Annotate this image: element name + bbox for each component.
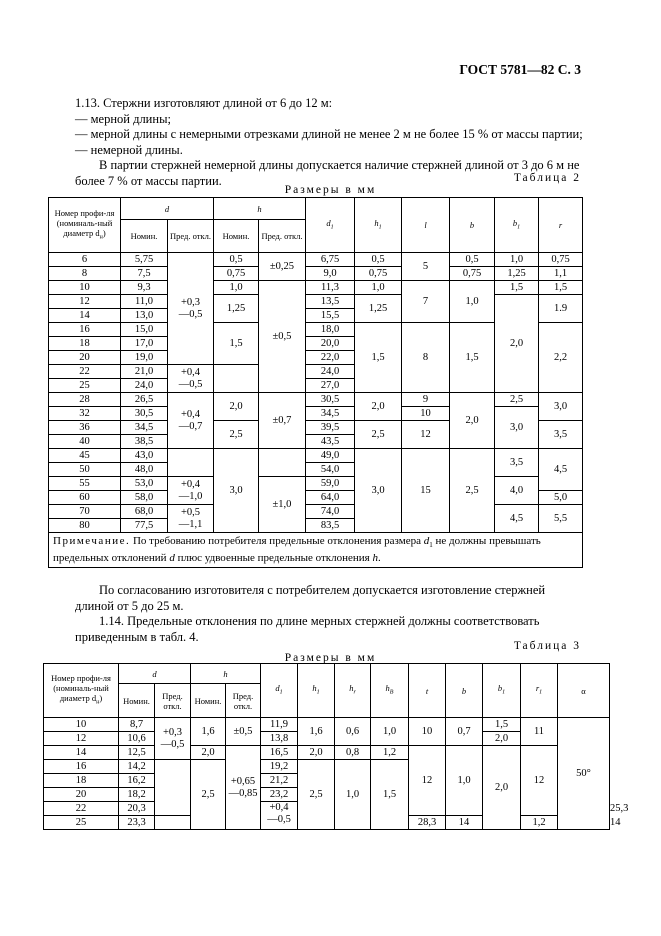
cell: 27,0 xyxy=(306,379,355,393)
cell: 40 xyxy=(49,435,121,449)
cell: 3,0 xyxy=(355,449,402,533)
header-d1: $d_1$ xyxy=(306,198,355,253)
cell: +0,4 —1,0 xyxy=(168,477,214,505)
table2-units: Размеры в мм xyxy=(284,184,377,196)
cell: 20 xyxy=(44,788,119,802)
cell: 3,0 xyxy=(539,393,583,421)
cell: 10 xyxy=(409,718,446,746)
header-hr: $h_r$ xyxy=(335,664,371,718)
cell: 1,25 xyxy=(355,295,402,323)
cell: ±0,5 xyxy=(226,718,261,746)
cell: 22 xyxy=(44,802,119,816)
cell: 2,0 xyxy=(355,393,402,421)
cell: 14 xyxy=(44,746,119,760)
table-row xyxy=(49,449,583,463)
cell: 13,0 xyxy=(121,309,168,323)
cell: 15,5 xyxy=(306,309,355,323)
cell: 0,7 xyxy=(446,718,483,746)
cell: 1,2 xyxy=(371,746,409,760)
section-1-13 xyxy=(75,96,585,189)
cell: 13,8 xyxy=(261,732,298,746)
cell: 9,0 xyxy=(306,267,355,281)
cell: 14,2 xyxy=(119,760,155,774)
cell: 21,2 xyxy=(261,774,298,788)
cell: 39,5 xyxy=(306,421,355,435)
header-h1: $h_1$ xyxy=(355,198,402,253)
table-row xyxy=(44,718,610,732)
cell: 34,5 xyxy=(121,421,168,435)
cell: 5,5 xyxy=(539,505,583,533)
cell: 2,5 xyxy=(191,760,226,830)
header-dev: Пред. откл. xyxy=(155,684,191,718)
cell: 2,2 xyxy=(539,323,583,393)
cell: 20 xyxy=(49,351,121,365)
cell: 14 xyxy=(446,816,483,830)
cell: 34,5 xyxy=(306,407,355,421)
cell xyxy=(168,449,214,477)
table2-note: Примечание. По требованию потребителя предельные отклонения размера $d_1$ не должны превышать предельных отклонений d плюс удвоенные предельные отклонения h. xyxy=(49,533,583,568)
header-nom: Номин. xyxy=(214,220,259,253)
cell: 22,0 xyxy=(306,351,355,365)
cell: 8,7 xyxy=(119,718,155,732)
list-item: — немерной длины. xyxy=(75,142,183,157)
cell: 43,5 xyxy=(306,435,355,449)
cell: 1,0 xyxy=(446,746,483,816)
cell: 1,0 xyxy=(495,253,539,267)
cell: 5,0 xyxy=(539,491,583,505)
cell: 1,5 xyxy=(539,281,583,295)
cell: 1,5 xyxy=(355,323,402,393)
cell: 12 xyxy=(409,746,446,816)
header-nom: Номин. xyxy=(121,220,168,253)
cell: 20,3 xyxy=(119,802,155,816)
cell: 5 xyxy=(402,253,450,281)
cell: 1.9 xyxy=(539,295,583,323)
cell: 1,1 xyxy=(539,267,583,281)
cell: 0,5 xyxy=(450,253,495,267)
cell: 0,5 xyxy=(355,253,402,267)
cell: 0,8 xyxy=(335,746,371,760)
cell: 59,0 xyxy=(306,477,355,491)
cell: +0,4 —0,5 xyxy=(261,802,298,830)
cell: 25 xyxy=(44,816,119,830)
cell: 2,5 xyxy=(298,760,335,830)
cell: 60 xyxy=(49,491,121,505)
cell: 2,0 xyxy=(450,393,495,449)
cell: 45 xyxy=(49,449,121,463)
cell: 0,6 xyxy=(335,718,371,746)
header-nom: Номин. xyxy=(119,684,155,718)
cell: 4,0 xyxy=(495,477,539,505)
cell: 21,0 xyxy=(121,365,168,379)
table-row: 25 23,3 28,3 14 1,2 14 xyxy=(44,816,610,830)
cell: 36 xyxy=(49,421,121,435)
cell: 3,5 xyxy=(495,449,539,477)
table3-caption: Таблица 3 xyxy=(513,640,581,652)
header-alpha: α xyxy=(558,664,610,718)
table-row xyxy=(49,477,583,491)
cell: 5,75 xyxy=(121,253,168,267)
cell: 11 xyxy=(521,718,558,746)
table-row xyxy=(49,253,583,267)
cell: 1,5 xyxy=(483,718,521,732)
cell: 1,6 xyxy=(298,718,335,746)
cell: 4,5 xyxy=(539,449,583,491)
cell: 49,0 xyxy=(306,449,355,463)
cell: 11,0 xyxy=(121,295,168,309)
cell: 2,5 xyxy=(355,421,402,449)
cell: 7 xyxy=(402,281,450,323)
cell: 26,5 xyxy=(121,393,168,407)
cell: 80 xyxy=(49,519,121,533)
cell: 19,2 xyxy=(261,760,298,774)
cell: 8 xyxy=(402,323,450,393)
header-profile: Номер профи-ля (номиналь-ный диаметр $d_н$) xyxy=(44,664,119,718)
cell: 50 xyxy=(49,463,121,477)
cell: 23,3 xyxy=(119,816,155,830)
table-row: 22 20,3 +0,4 —0,5 25,3 xyxy=(44,802,610,816)
cell: 28 xyxy=(49,393,121,407)
cell xyxy=(155,760,191,816)
cell: 32 xyxy=(49,407,121,421)
cell: 30,5 xyxy=(121,407,168,421)
cell: 1,0 xyxy=(335,760,371,830)
cell: 16 xyxy=(44,760,119,774)
cell: +0,3 —0,5 xyxy=(155,718,191,760)
cell: 9,3 xyxy=(121,281,168,295)
header-b: b xyxy=(446,664,483,718)
cell: 6 xyxy=(49,253,121,267)
header-h: h xyxy=(191,664,261,684)
cell: 10,6 xyxy=(119,732,155,746)
cell: 24,0 xyxy=(121,379,168,393)
cell: 55 xyxy=(49,477,121,491)
cell: 2,5 xyxy=(450,449,495,533)
cell: 2,5 xyxy=(495,393,539,407)
cell: 0,75 xyxy=(539,253,583,267)
cell: 7,5 xyxy=(121,267,168,281)
cell: 6,75 xyxy=(306,253,355,267)
list-item: — мерной длины с немерными отрезками длиной не менее 2 м не более 15 % от массы партии; xyxy=(75,127,583,141)
cell: +0,4 —0,5 xyxy=(168,365,214,393)
cell: 70 xyxy=(49,505,121,519)
cell: 1,5 xyxy=(495,281,539,295)
cell: +0,4 —0,7 xyxy=(168,393,214,449)
cell xyxy=(214,365,259,393)
table-row xyxy=(49,505,583,519)
cell: 77,5 xyxy=(121,519,168,533)
header-h1: $h_1$ xyxy=(298,664,335,718)
header-d: d xyxy=(121,198,214,220)
cell: +0,3 —0,5 xyxy=(168,253,214,365)
cell: 10 xyxy=(44,718,119,732)
cell: 54,0 xyxy=(306,463,355,477)
cell: 18,0 xyxy=(306,323,355,337)
cell: 3,0 xyxy=(495,407,539,449)
cell: ±1,0 xyxy=(259,477,306,533)
cell: 2,0 xyxy=(298,746,335,760)
header-d1: $d_1$ xyxy=(261,664,298,718)
cell: 30,5 xyxy=(306,393,355,407)
list-item: — мерной длины; xyxy=(75,111,171,126)
table-row xyxy=(44,746,610,760)
header-r: r xyxy=(539,198,583,253)
table-row xyxy=(49,281,583,295)
header-r1: $r_1$ xyxy=(521,664,558,718)
cell: 22 xyxy=(49,365,121,379)
cell: 18,2 xyxy=(119,788,155,802)
cell: 16 xyxy=(49,323,121,337)
cell: 1,0 xyxy=(371,718,409,746)
cell: 1,25 xyxy=(495,267,539,281)
cell: 17,0 xyxy=(121,337,168,351)
cell: 8 xyxy=(49,267,121,281)
cell: 12 xyxy=(49,295,121,309)
cell: 10 xyxy=(402,407,450,421)
cell: 28,3 xyxy=(409,816,446,830)
cell: 2,0 xyxy=(483,746,521,830)
cell: 12,5 xyxy=(119,746,155,760)
cell: ±0,5 xyxy=(259,281,306,393)
cell: 4,5 xyxy=(495,505,539,533)
cell: 74,0 xyxy=(306,505,355,519)
cell: 3,5 xyxy=(539,421,583,449)
cell: 12 xyxy=(402,421,450,449)
table-row xyxy=(49,267,583,281)
cell: 43,0 xyxy=(121,449,168,463)
cell: 9 xyxy=(402,393,450,407)
text-block xyxy=(75,583,585,645)
cell: 0,75 xyxy=(214,267,259,281)
cell: 0,5 xyxy=(214,253,259,267)
header-t: t xyxy=(409,664,446,718)
cell: ±0,25 xyxy=(259,253,306,281)
cell: 48,0 xyxy=(121,463,168,477)
header-profile: Номер профи-ля (номиналь-ный диаметр $d_н$) xyxy=(49,198,121,253)
header-dev: Пред. откл. xyxy=(259,220,306,253)
cell: 18 xyxy=(49,337,121,351)
cell: 11,3 xyxy=(306,281,355,295)
cell: 1,25 xyxy=(214,295,259,323)
cell: 1,2 xyxy=(521,816,558,830)
cell: 2,0 xyxy=(495,295,539,393)
cell: 0,75 xyxy=(450,267,495,281)
header-nom: Номин. xyxy=(191,684,226,718)
header-l: l xyxy=(402,198,450,253)
cell: 14 xyxy=(49,309,121,323)
para-1-14: 1.14. Предельные отклонения по длине мерных стержней должны соответствовать приведенным в табл. 4. xyxy=(75,614,540,644)
cell: 24,0 xyxy=(306,365,355,379)
cell: 16,2 xyxy=(119,774,155,788)
cell: 1,6 xyxy=(191,718,226,746)
cell: 15,0 xyxy=(121,323,168,337)
cell: 12 xyxy=(44,732,119,746)
cell: 16,5 xyxy=(261,746,298,760)
cell: 1,5 xyxy=(371,760,409,830)
page-header: ГОСТ 5781—82 С. 3 xyxy=(459,62,581,77)
cell: 25 xyxy=(49,379,121,393)
cell: 1,0 xyxy=(214,281,259,295)
cell: 1,0 xyxy=(355,281,402,295)
cell: 15 xyxy=(402,449,450,533)
cell: 50° xyxy=(558,718,610,830)
cell: +0,65 —0,85 xyxy=(226,746,261,830)
section-1-13-para: В партии стержней немерной длины допускается наличие стержней длиной от 3 до 6 м не более 7 % от массы партии. xyxy=(75,158,580,188)
para-agree: По согласованию изготовителя с потребителем допускается изготовление стержней длиной от 5 до 25 м. xyxy=(75,583,546,613)
section-1-13-title: 1.13. Стержни изготовляют длиной от 6 до 12 м: xyxy=(75,96,333,110)
cell: 58,0 xyxy=(121,491,168,505)
cell: 68,0 xyxy=(121,505,168,519)
cell xyxy=(259,449,306,477)
cell: 2,5 xyxy=(214,421,259,449)
cell: 23,2 xyxy=(261,788,298,802)
table-row xyxy=(49,295,583,309)
cell: 18 xyxy=(44,774,119,788)
cell: 2,0 xyxy=(483,732,521,746)
cell: 2,0 xyxy=(191,746,226,760)
cell: 1,5 xyxy=(450,323,495,393)
cell: 12 xyxy=(521,746,558,816)
header-b: b xyxy=(450,198,495,253)
cell: 1,5 xyxy=(214,323,259,365)
header-b1: $b_1$ xyxy=(495,198,539,253)
cell: 11,9 xyxy=(261,718,298,732)
cell: 10 xyxy=(49,281,121,295)
cell: 19,0 xyxy=(121,351,168,365)
table2-caption: Таблица 2 xyxy=(513,172,581,184)
table2 xyxy=(48,197,583,568)
cell: 3,0 xyxy=(214,449,259,533)
header-b1: $b_1$ xyxy=(483,664,521,718)
header-dev: Пред. откл. xyxy=(226,684,261,718)
cell: +0,5 —1,1 xyxy=(168,505,214,533)
cell: 2,0 xyxy=(214,393,259,421)
table-row xyxy=(49,407,583,421)
cell xyxy=(155,816,191,830)
cell: 38,5 xyxy=(121,435,168,449)
table3-units: Размеры в мм xyxy=(284,652,377,664)
table-row xyxy=(49,393,583,407)
cell: 0,75 xyxy=(355,267,402,281)
cell: 20,0 xyxy=(306,337,355,351)
header-d: d xyxy=(119,664,191,684)
header-h: h xyxy=(214,198,306,220)
cell: 53,0 xyxy=(121,477,168,491)
cell: ±0,7 xyxy=(259,393,306,449)
header-hb: $h_B$ xyxy=(371,664,409,718)
cell: 64,0 xyxy=(306,491,355,505)
table3 xyxy=(43,663,629,830)
cell: 83,5 xyxy=(306,519,355,533)
header-dev: Пред. откл. xyxy=(168,220,214,253)
cell: 13,5 xyxy=(306,295,355,309)
cell: 1,0 xyxy=(450,281,495,323)
